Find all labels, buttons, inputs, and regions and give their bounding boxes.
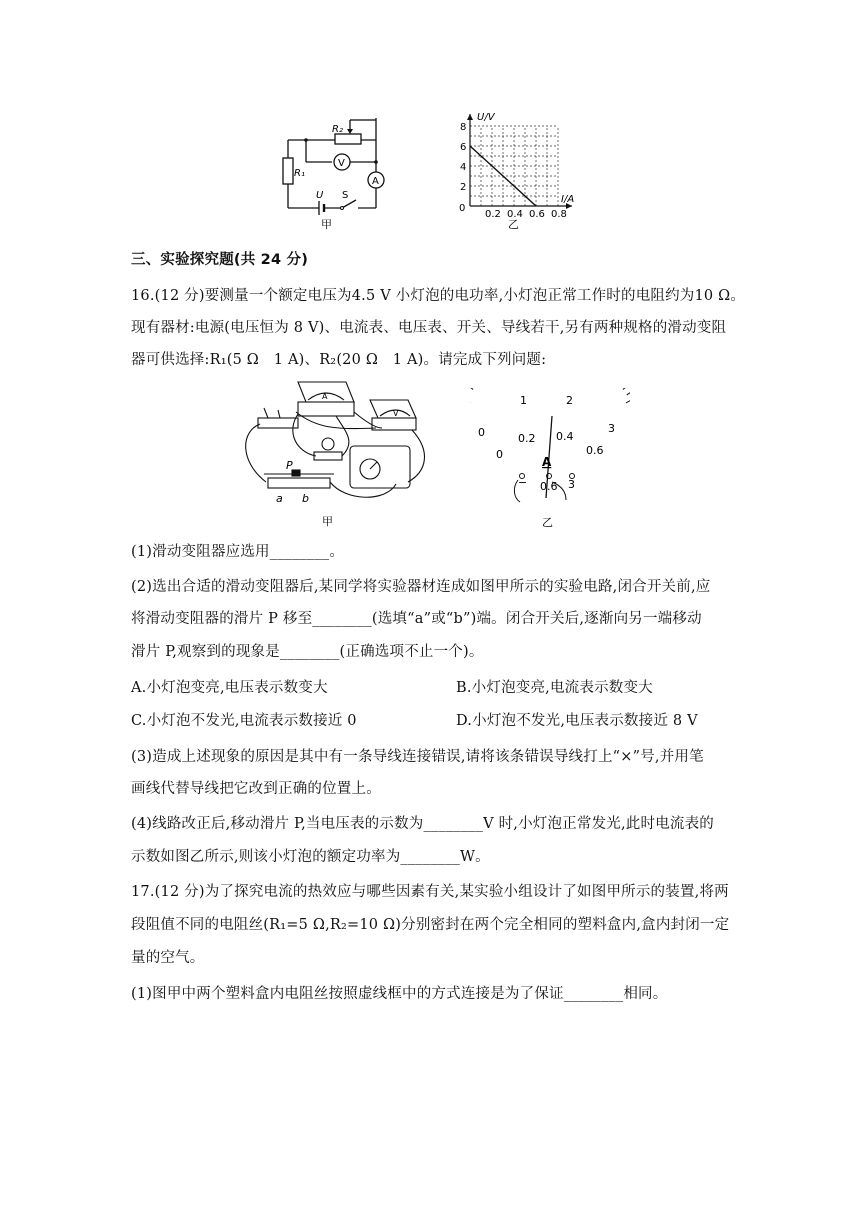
y-axis-arrow (467, 114, 473, 120)
dial-outer-3: 3 (608, 422, 615, 435)
terminal-minus: − (518, 476, 528, 489)
x-tick-label: 0.8 (551, 209, 567, 220)
dial-outer-1: 1 (520, 394, 527, 407)
caption-jia-top: 甲 (321, 218, 332, 231)
x-tick-label: 0.4 (507, 209, 523, 220)
dial-tick (470, 388, 473, 390)
dial-tick (626, 398, 630, 403)
label-s: S (342, 190, 349, 201)
option-d: D.小灯泡不发光,电压表示数接近 8 V (456, 713, 698, 729)
graph-xlabel: I/A (561, 194, 575, 205)
dial-inner-3: 0.6 (586, 444, 604, 457)
y-tick-label: 2 (460, 182, 467, 193)
option-b: B.小灯泡变亮,电流表示数变大 (456, 680, 653, 696)
q16-part-4-line-1: (4)线路改正后,移动滑片 P,当电压表的示数为________V 时,小灯泡正常发光,此时电流表的 (131, 816, 714, 832)
caption-jia-q16: 甲 (322, 515, 333, 528)
terminal-3: 3 (568, 478, 575, 491)
option-a: A.小灯泡变亮,电压表示数变大 (131, 680, 328, 696)
circuit-diagram-top (272, 112, 392, 232)
label-r2: R₂ (332, 124, 343, 135)
label-v: V (338, 158, 345, 169)
q16-part-2-line-2: 将滑动变阻器的滑片 P 移至________(选填“a”或“b”)端。闭合开关后,逐渐向另一端移动 (131, 611, 702, 627)
apparatus-figure (236, 372, 436, 532)
q16-part-2-line-1: (2)选出合适的滑动变阻器后,某同学将实验器材连成如图甲所示的实验电路,闭合开关前,应 (131, 579, 711, 595)
x-tick-label: 0.6 (529, 209, 545, 220)
ammeter-dial-figure (470, 388, 630, 530)
dial-inner-1: 0.2 (518, 432, 536, 445)
q16-part-4-line-2: 示数如图乙所示,则该小灯泡的额定功率为________W。 (131, 849, 490, 865)
q17-stem-line-2: 段阻值不同的电阻丝(R₁=5 Ω,R₂=10 Ω)分别密封在两个完全相同的塑料盒内,盒内封闭一定 (131, 917, 730, 933)
apparatus-ammeter-label: A (322, 392, 328, 401)
caption-yi-top: 乙 (508, 218, 519, 231)
q16-stem-line-1: 16.(12 分)要测量一个额定电压为4.5 V 小灯泡的电功率,小灯泡正常工作时的电阻约为10 Ω。 (131, 288, 746, 304)
q17-stem-line-3: 量的空气。 (131, 950, 205, 966)
y-tick-label: 8 (460, 122, 467, 133)
dial-ticks (470, 388, 630, 403)
dial-tick (623, 388, 627, 390)
dial-outer-0: 0 (478, 426, 485, 439)
q16-part-2-line-3: 滑片 P,观察到的现象是________(正确选项不止一个)。 (131, 644, 484, 660)
graph-grid (470, 126, 558, 206)
q16-part-3-line-2: 画线代替导线把它改到正确的位置上。 (131, 781, 381, 797)
q16-part-1: (1)滑动变阻器应选用________。 (131, 544, 345, 560)
graph-ylabel: U/V (477, 112, 495, 123)
dial-tick (627, 392, 630, 395)
label-r1: R₁ (294, 168, 305, 179)
terminal-0-6: 0.6 (540, 480, 558, 493)
section-title: 三、实验探究题(共 24 分) (131, 252, 309, 268)
dial-outer-2: 2 (566, 394, 573, 407)
graph-marks (460, 114, 575, 220)
label-a: A (372, 176, 379, 187)
apparatus-p-label: P (286, 459, 293, 472)
apparatus-voltmeter-label: V (393, 409, 399, 418)
q16-stem-line-2: 现有器材:电源(电压恒为 8 V)、电流表、电压表、开关、导线若干,另有两种规格的滑动变阻 (131, 320, 727, 336)
option-c: C.小灯泡不发光,电流表示数接近 0 (131, 713, 357, 729)
q17-stem-line-1: 17.(12 分)为了探究电流的热效应与哪些因素有关,某实验小组设计了如图甲所示的装置,将两 (131, 884, 729, 900)
q16-stem-line-3: 器可供选择:R₁(5 Ω 1 A)、R₂(20 Ω 1 A)。请完成下列问题: (131, 352, 547, 368)
apparatus-b-label: b (302, 492, 309, 505)
dial-unit: A (542, 455, 552, 469)
x-tick-label: 0.2 (485, 209, 501, 220)
dial-inner-2: 0.4 (556, 430, 574, 443)
y-tick-label: 6 (460, 142, 467, 153)
q17-part-1: (1)图甲中两个塑料盒内电阻丝按照虚线框中的方式连接是为了保证________相同。 (131, 986, 668, 1002)
caption-yi-q16: 乙 (542, 516, 553, 529)
q16-part-3-line-1: (3)造成上述现象的原因是其中有一条导线连接错误,请将该条错误导线打上“×”号,并用笔 (131, 749, 704, 765)
y-tick-label: 4 (460, 162, 467, 173)
apparatus-a-label: a (276, 492, 283, 505)
u-i-graph (448, 110, 598, 234)
dial-inner-0: 0 (496, 448, 503, 461)
graph-origin: 0 (459, 203, 466, 214)
label-u: U (316, 190, 324, 201)
